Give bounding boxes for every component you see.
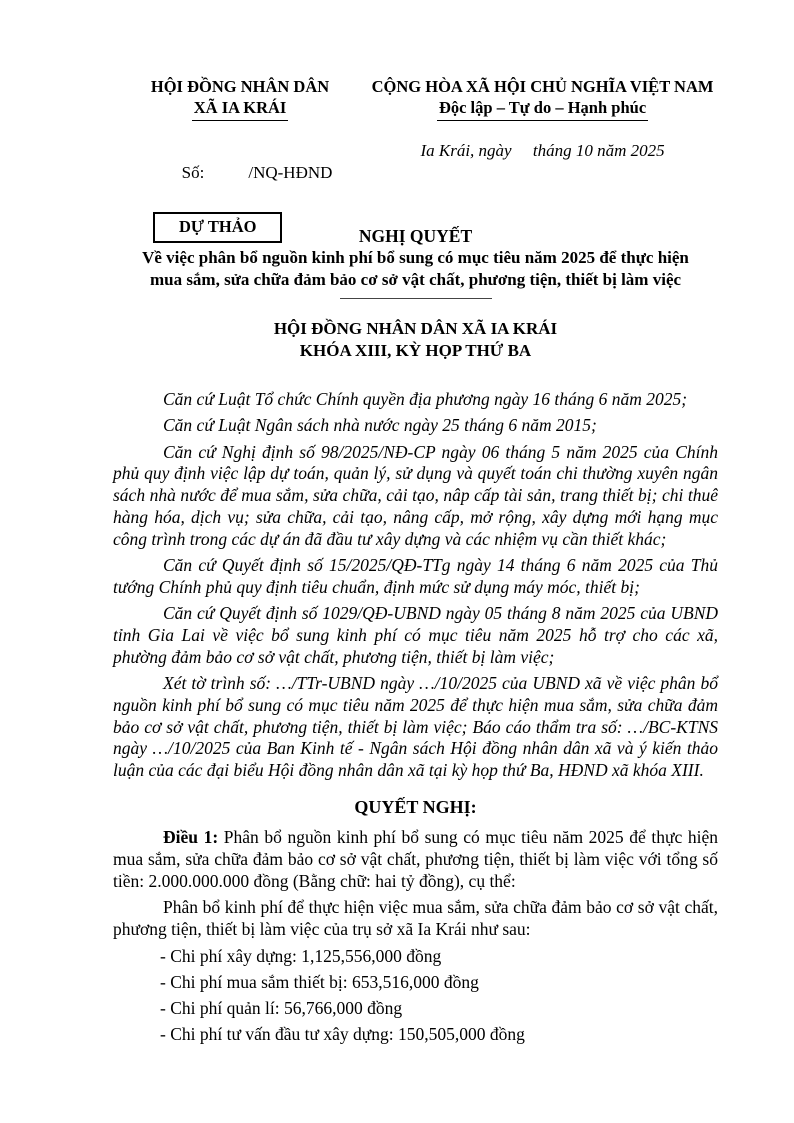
allocation-item: - Chi phí tư vấn đầu tư xây dựng: 150,505,000 đồng xyxy=(160,1024,525,1045)
allocation-items xyxy=(113,945,718,1045)
preamble-paragraph: Căn cứ Luật Tổ chức Chính quyền địa phương ngày 16 tháng 6 năm 2025; xyxy=(163,389,688,409)
council-heading-line2: KHÓA XIII, KỲ HỌP THỨ BA xyxy=(299,341,532,360)
document-subject-line2: mua sắm, sửa chữa đảm bảo cơ sở vật chất, phương tiện, thiết bị làm việc xyxy=(149,270,682,289)
title-block xyxy=(113,212,718,362)
allocation-item: - Chi phí quản lí: 56,766,000 đồng xyxy=(160,998,403,1019)
allocation-item: - Chi phí mua sắm thiết bị: 653,516,000 đồng xyxy=(160,972,479,993)
council-heading xyxy=(113,318,718,362)
document-number-value: /NQ-HĐND xyxy=(248,163,333,182)
document-type-title: NGHỊ QUYẾT xyxy=(358,226,473,246)
document-header xyxy=(113,76,718,206)
document-subject xyxy=(113,247,718,291)
document-number-label: Số: xyxy=(181,163,205,182)
draft-stamp-label: DỰ THẢO xyxy=(179,217,257,236)
national-motto-block xyxy=(367,76,718,206)
resolution-heading: QUYẾT NGHỊ: xyxy=(354,797,477,818)
issuing-authority-unit-text: XÃ IA KRÁI xyxy=(192,97,289,121)
document-subject-line1: Về việc phân bổ nguồn kinh phí bổ sung có mục tiêu năm 2025 để thực hiện xyxy=(142,248,689,267)
issuing-authority-block xyxy=(113,76,367,206)
article-1-text: Phân bổ nguồn kinh phí bổ sung có mục tiêu năm 2025 để thực hiện mua sắm, sửa chữa đảm bảo cơ sở vật chất, phương tiện, thiết bị làm việc với tổng số tiền: 2.000.000.000 đồng (Bằng chữ: hai tỷ đồng), cụ thể: xyxy=(113,827,718,891)
allocation-item: - Chi phí xây dựng: 1,125,556,000 đồng xyxy=(160,946,442,967)
national-motto xyxy=(367,97,718,121)
issuing-authority-unit xyxy=(113,97,367,121)
article-1-label: Điều 1: xyxy=(163,827,219,848)
allocation-intro-paragraph: Phân bổ kinh phí để thực hiện việc mua sắm, sửa chữa đảm bảo cơ sở vật chất, phương tiện, thiết bị làm việc của trụ sở xã Ia Krái như sau: xyxy=(113,896,718,939)
council-heading-line1: HỘI ĐỒNG NHÂN DÂN XÃ IA KRÁI xyxy=(273,319,558,338)
national-motto-text: Độc lập – Tự do – Hạnh phúc xyxy=(437,97,648,121)
title-divider xyxy=(340,298,492,299)
preamble-paragraph: Căn cứ Quyết định số 15/2025/QĐ-TTg ngày 14 tháng 6 năm 2025 của Thủ tướng Chính phủ quy định tiêu chuẩn, định mức sử dụng máy móc, thiết bị; xyxy=(113,555,718,597)
preamble xyxy=(113,389,718,782)
preamble-paragraph: Căn cứ Nghị định số 98/2025/NĐ-CP ngày 06 tháng 5 năm 2025 của Chính phủ quy định việc lập dự toán, quản lý, sử dụng và quyết toán chi thường xuyên ngân sách nhà nước để mua sắm, sửa chữa, cải tạo, nâp cấp tài sản, trang thiết bị; chi thuê hàng hóa, dịch vụ; sửa chữa, cải tạo, nâng cấp, mở rộng, xây dựng mới hạng mục công trình trong các dự án đã đầu tư xây dựng và các nhiệm vụ cần thiết khác; xyxy=(113,441,718,549)
place-date-line: Ia Krái, ngày tháng 10 năm 2025 xyxy=(420,141,665,160)
draft-stamp xyxy=(153,212,282,243)
preamble-paragraph: Căn cứ Luật Ngân sách nhà nước ngày 25 tháng 6 năm 2015; xyxy=(163,415,597,436)
preamble-paragraph: Xét tờ trình số: …/TTr-UBND ngày …/10/2025 của UBND xã về việc phân bổ nguồn kinh phí bổ sung có mục tiêu năm 2025 để thực hiện mua sắm, sửa chữa đảm bảo cơ sở vật chất, phương tiện, thiết bị làm việc; Báo cáo thẩm tra số: …/BC-KTNS ngày …/10/2025 của Ban Kinh tế - Ngân sách Hội đồng nhân dân xã và ý kiến thảo luận của các đại biểu Hội đồng nhân dân xã tại kỳ họp thứ Ba, HĐND xã khóa XIII. xyxy=(113,673,718,781)
preamble-paragraph: Căn cứ Quyết định số 1029/QĐ-UBND ngày 05 tháng 8 năm 2025 của UBND tỉnh Gia Lai về việc bổ sung kinh phí có mục tiêu năm 2025 hỗ trợ cho các xã, phường đảm bảo cơ sở vật chất, phương tiện, thiết bị làm việc; xyxy=(113,603,718,667)
document-number-line xyxy=(113,140,367,206)
national-title: CỘNG HÒA XÃ HỘI CHỦ NGHĨA VIỆT NAM xyxy=(371,77,714,96)
issuing-authority-name: HỘI ĐỒNG NHÂN DÂN xyxy=(150,77,330,96)
article-1-paragraph xyxy=(113,827,718,892)
